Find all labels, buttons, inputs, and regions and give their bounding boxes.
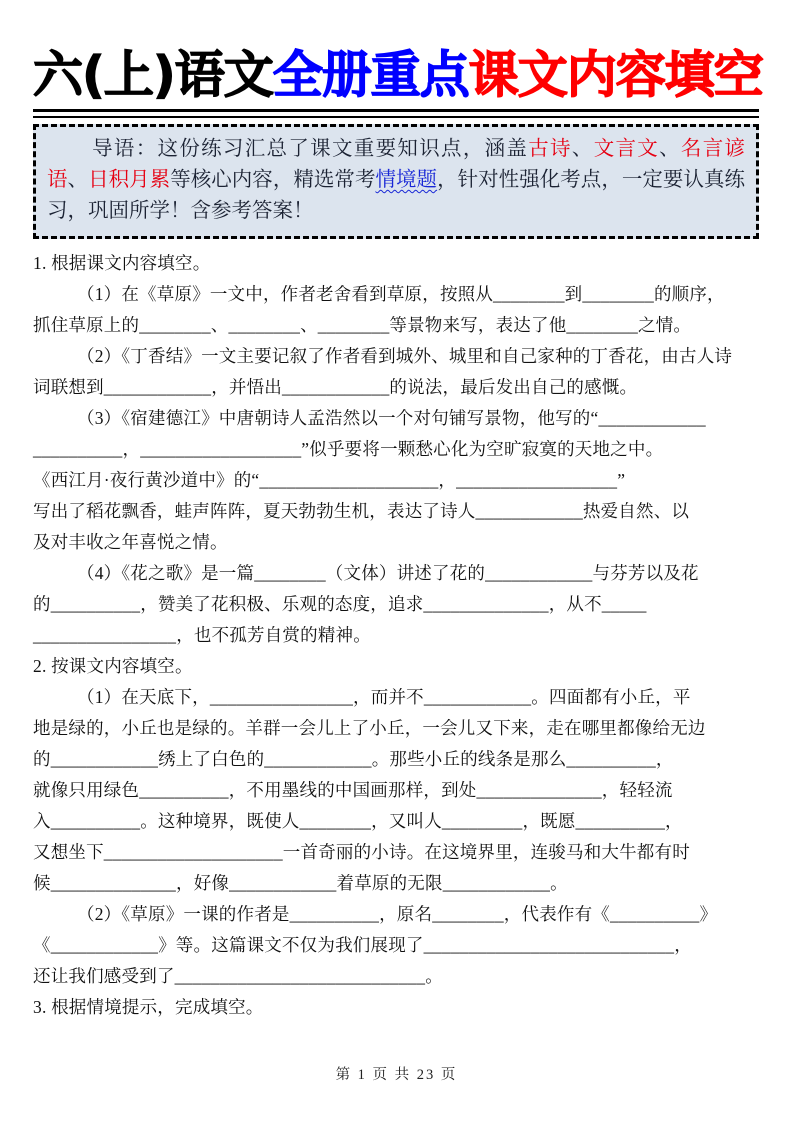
question-1-4-line: 的__________，赞美了花积极、乐观的态度，追求______________，从不_____ bbox=[33, 594, 647, 614]
question-2-1-line: 就像只用绿色__________，不用墨线的中国画那样，到处______________，轻轻流 bbox=[33, 780, 673, 800]
question-3-heading: 3. 根据情境提示，完成填空。 bbox=[33, 997, 264, 1017]
question-1-3-line: 《西江月·夜行黄沙道中》的“____________________，__________________” bbox=[33, 470, 626, 490]
intro-text: 等核心内容，精选常考 bbox=[170, 169, 376, 191]
intro-keyword-gushi: 古诗 bbox=[528, 138, 572, 160]
question-2-1-line: 又想坐下____________________一首奇丽的小诗。在这境界里，连骏马和大牛都有时 bbox=[33, 842, 690, 862]
footer-page-number: 第 1 页 共 23 页 bbox=[335, 1067, 458, 1083]
question-2-2-line: 还让我们感受到了____________________________。 bbox=[33, 966, 443, 986]
intro-separator: 、 bbox=[67, 169, 89, 191]
intro-text: ，针对性强化考点，一定要认真练习，巩固所学！含参考答案！ bbox=[47, 169, 746, 222]
question-1-1-line: （1）在《草原》一文中，作者老舍看到草原，按照从________到________的顺序， bbox=[77, 284, 725, 304]
intro-separator: 、 bbox=[571, 138, 594, 160]
question-2-1-line: 的____________绣上了白色的____________。那些小丘的线条是那么__________， bbox=[33, 749, 674, 769]
intro-separator: 、 bbox=[659, 138, 681, 160]
intro-keyword-rijiyuelei: 日积月累 bbox=[88, 169, 171, 191]
title-double-underline bbox=[33, 109, 759, 118]
question-1-4-line: （4）《花之歌》是一篇________（文体）讲述了花的____________与芬芳以及花 bbox=[77, 563, 699, 583]
question-1-heading: 1. 根据课文内容填空。 bbox=[33, 253, 211, 273]
question-2-2-line: （2）《草原》一课的作者是__________，原名________，代表作有《__________》 bbox=[77, 904, 718, 924]
intro-keyword-qingjingti: 情境题 bbox=[375, 169, 438, 191]
question-1-3-line: 及对丰收之年喜悦之情。 bbox=[33, 532, 228, 552]
question-1-2-line: （2）《丁香结》一文主要记叙了作者看到城外、城里和自己家种的丁香花，由古人诗 bbox=[77, 346, 733, 366]
intro-text: 导语：这份练习汇总了课文重要知识点，涵盖 bbox=[92, 138, 529, 160]
question-1-1-line: 抓住草原上的________、________、________等景物来写，表达了他________之情。 bbox=[33, 315, 692, 335]
page-title bbox=[33, 44, 763, 106]
question-1-3-line: 写出了稻花飘香，蛙声阵阵，夏天勃勃生机，表达了诗人____________热爱自然、以 bbox=[33, 501, 690, 521]
question-2-1-line: 入__________。这种境界，既使人________，又叫人_________，既愿__________， bbox=[33, 811, 683, 831]
title-segment-black: 六(上)语文 bbox=[33, 46, 273, 104]
question-body bbox=[33, 248, 759, 1023]
intro-keyword-wenyanwen: 文言文 bbox=[593, 138, 660, 160]
question-2-2-line: 《____________》等。这篇课文不仅为我们展现了____________________________， bbox=[33, 935, 692, 955]
question-1-4-line: ________________，也不孤芳自赏的精神。 bbox=[33, 625, 371, 645]
question-2-1-line: 地是绿的，小丘也是绿的。羊群一会儿上了小丘，一会儿又下来，走在哪里都像给无边 bbox=[33, 718, 706, 738]
question-1-2-line: 词联想到____________，并悟出____________的说法，最后发出自己的感慨。 bbox=[33, 377, 638, 397]
question-2-1-line: （1）在天底下，________________，而并不____________。四面都有小丘，平 bbox=[77, 687, 691, 707]
intro-keyword-mingyanyanyu: 名言谚语 bbox=[47, 138, 746, 191]
question-1-3-line: （3）《宿建德江》中唐朝诗人孟浩然以一个对句铺写景物，他写的“____________ bbox=[77, 408, 706, 428]
title-segment-red: 课文内容填空 bbox=[468, 46, 763, 104]
question-2-heading: 2. 按课文内容填空。 bbox=[33, 656, 193, 676]
question-1-3-line: __________，__________________”似乎要将一颗愁心化为空旷寂寞的天地之中。 bbox=[33, 439, 664, 459]
page-content bbox=[33, 0, 763, 1023]
question-2-1-line: 候______________，好像____________着草原的无限____________。 bbox=[33, 873, 568, 893]
intro-box bbox=[33, 124, 759, 239]
title-segment-blue: 全册重点 bbox=[272, 46, 469, 104]
